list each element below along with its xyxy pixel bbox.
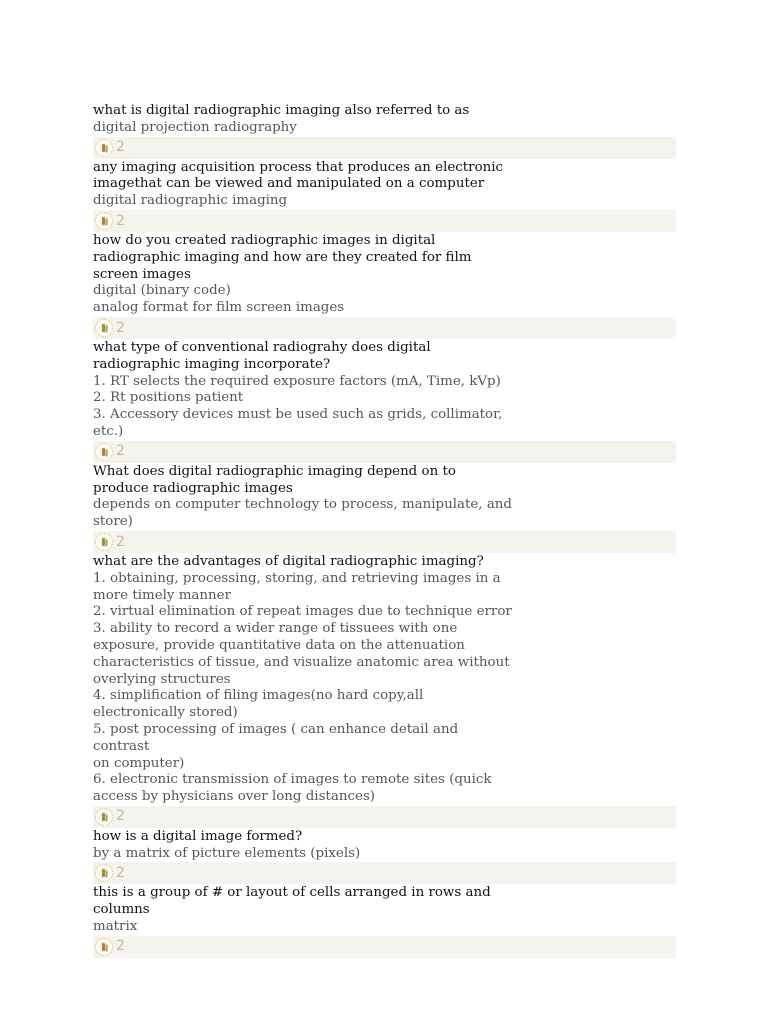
answer-line: characteristics of tissue, and visualize anatomic area without: [93, 654, 510, 670]
question-line: what type of conventional radiograhy does digital: [93, 339, 431, 355]
card-answer: [93, 846, 518, 863]
question-line: what is digital radiographic imaging also referred to as: [93, 103, 470, 118]
answer-line: store): [93, 514, 133, 530]
question-line: produce radiographic images: [93, 480, 293, 496]
question-line: columns: [93, 902, 150, 918]
answer-line: electronically stored): [93, 705, 238, 721]
card-answer: [93, 571, 518, 806]
answer-line: 2. Rt positions patient: [93, 390, 244, 406]
bulb-badge-icon[interactable]: [95, 212, 113, 230]
rating-count: 2: [116, 533, 125, 550]
answer-line: by a matrix of picture elements (pixels): [93, 845, 361, 861]
rating-count: 2: [116, 938, 125, 955]
question-line: radiographic imaging and how are they created for film: [93, 249, 472, 265]
answer-line: overlying structures: [93, 671, 231, 687]
flashcard: [93, 885, 676, 957]
answer-line: access by physicians over long distances): [93, 789, 375, 805]
card-answer: [93, 919, 518, 936]
rating-count: 2: [116, 443, 125, 460]
question-line: screen images: [93, 266, 191, 282]
answer-line: analog format for film screen images: [93, 300, 345, 316]
flashcard: [93, 340, 676, 463]
rating-bar: [93, 806, 676, 828]
answer-line: 5. post processing of images ( can enhance detail and contrast: [93, 721, 463, 754]
bulb-badge-icon[interactable]: [95, 808, 113, 826]
answer-line: digital (binary code): [93, 283, 231, 299]
rating-bar: [93, 137, 676, 159]
answer-line: 3. Accessory devices must be used such as grids, collimator,: [93, 407, 503, 423]
rating-bar: [93, 317, 676, 339]
question-line: What does digital radiographic imaging depend on to: [93, 463, 456, 479]
question-line: this is a group of # or layout of cells arranged in rows and: [93, 885, 491, 901]
question-line: any imaging acquisition process that produces an electronic: [93, 159, 504, 175]
bulb-badge-icon[interactable]: [95, 139, 113, 157]
answer-line: digital radiographic imaging: [93, 193, 288, 209]
flashcard: [93, 103, 676, 159]
card-question: [93, 340, 518, 374]
answer-line: 4. simplification of filing images(no hard copy,all: [93, 688, 424, 704]
answer-line: 3. ability to record a wider range of tissuees with one: [93, 621, 458, 637]
card-question: [93, 233, 518, 283]
flashcard: [93, 829, 676, 885]
rating-count: 2: [116, 139, 125, 156]
question-line: how do you created radiographic images in digital: [93, 232, 436, 248]
rating-bar: [93, 441, 676, 463]
card-answer: [93, 283, 518, 317]
bulb-badge-icon[interactable]: [95, 938, 113, 956]
bulb-badge-icon[interactable]: [95, 864, 113, 882]
question-line: radiographic imaging incorporate?: [93, 356, 331, 372]
card-question: [93, 160, 518, 194]
answer-line: more timely manner: [93, 587, 231, 603]
card-question: [93, 464, 518, 498]
card-answer: [93, 497, 518, 531]
card-answer: [93, 120, 518, 137]
question-line: imagethat can be viewed and manipulated on a computer: [93, 176, 485, 192]
answer-line: 1. RT selects the required exposure factors (mA, Time, kVp): [93, 373, 501, 389]
rating-bar: [93, 210, 676, 232]
answer-line: exposure, provide quantitative data on the attenuation: [93, 637, 465, 653]
rating-bar: [93, 862, 676, 884]
question-line: what are the advantages of digital radiographic imaging?: [93, 553, 484, 569]
question-line: how is a digital image formed?: [93, 828, 303, 844]
flashcard: [93, 233, 676, 339]
rating-count: 2: [116, 808, 125, 825]
bulb-badge-icon[interactable]: [95, 319, 113, 337]
rating-count: 2: [116, 319, 125, 336]
card-question: [93, 829, 518, 846]
card-answer: [93, 374, 518, 441]
answer-line: on computer): [93, 755, 185, 771]
flashcard: [93, 464, 676, 553]
card-question: [93, 885, 518, 919]
flashcard-list: [93, 103, 676, 959]
flashcard: [93, 554, 676, 828]
answer-line: 2. virtual elimination of repeat images due to technique error: [93, 604, 512, 620]
answer-line: etc.): [93, 423, 124, 439]
answer-line: depends on computer technology to process, manipulate, and: [93, 497, 512, 513]
answer-line: digital projection radiography: [93, 119, 297, 135]
bulb-badge-icon[interactable]: [95, 443, 113, 461]
card-question: [93, 554, 518, 571]
flashcard: [93, 160, 676, 232]
card-question: [93, 103, 518, 120]
rating-count: 2: [116, 212, 125, 229]
answer-line: matrix: [93, 919, 138, 935]
rating-bar: [93, 531, 676, 553]
card-answer: [93, 193, 518, 210]
bulb-badge-icon[interactable]: [95, 533, 113, 551]
answer-line: 1. obtaining, processing, storing, and retrieving images in a: [93, 570, 501, 586]
rating-bar: [93, 936, 676, 958]
answer-line: 6. electronic transmission of images to remote sites (quick: [93, 772, 492, 788]
rating-count: 2: [116, 865, 125, 882]
